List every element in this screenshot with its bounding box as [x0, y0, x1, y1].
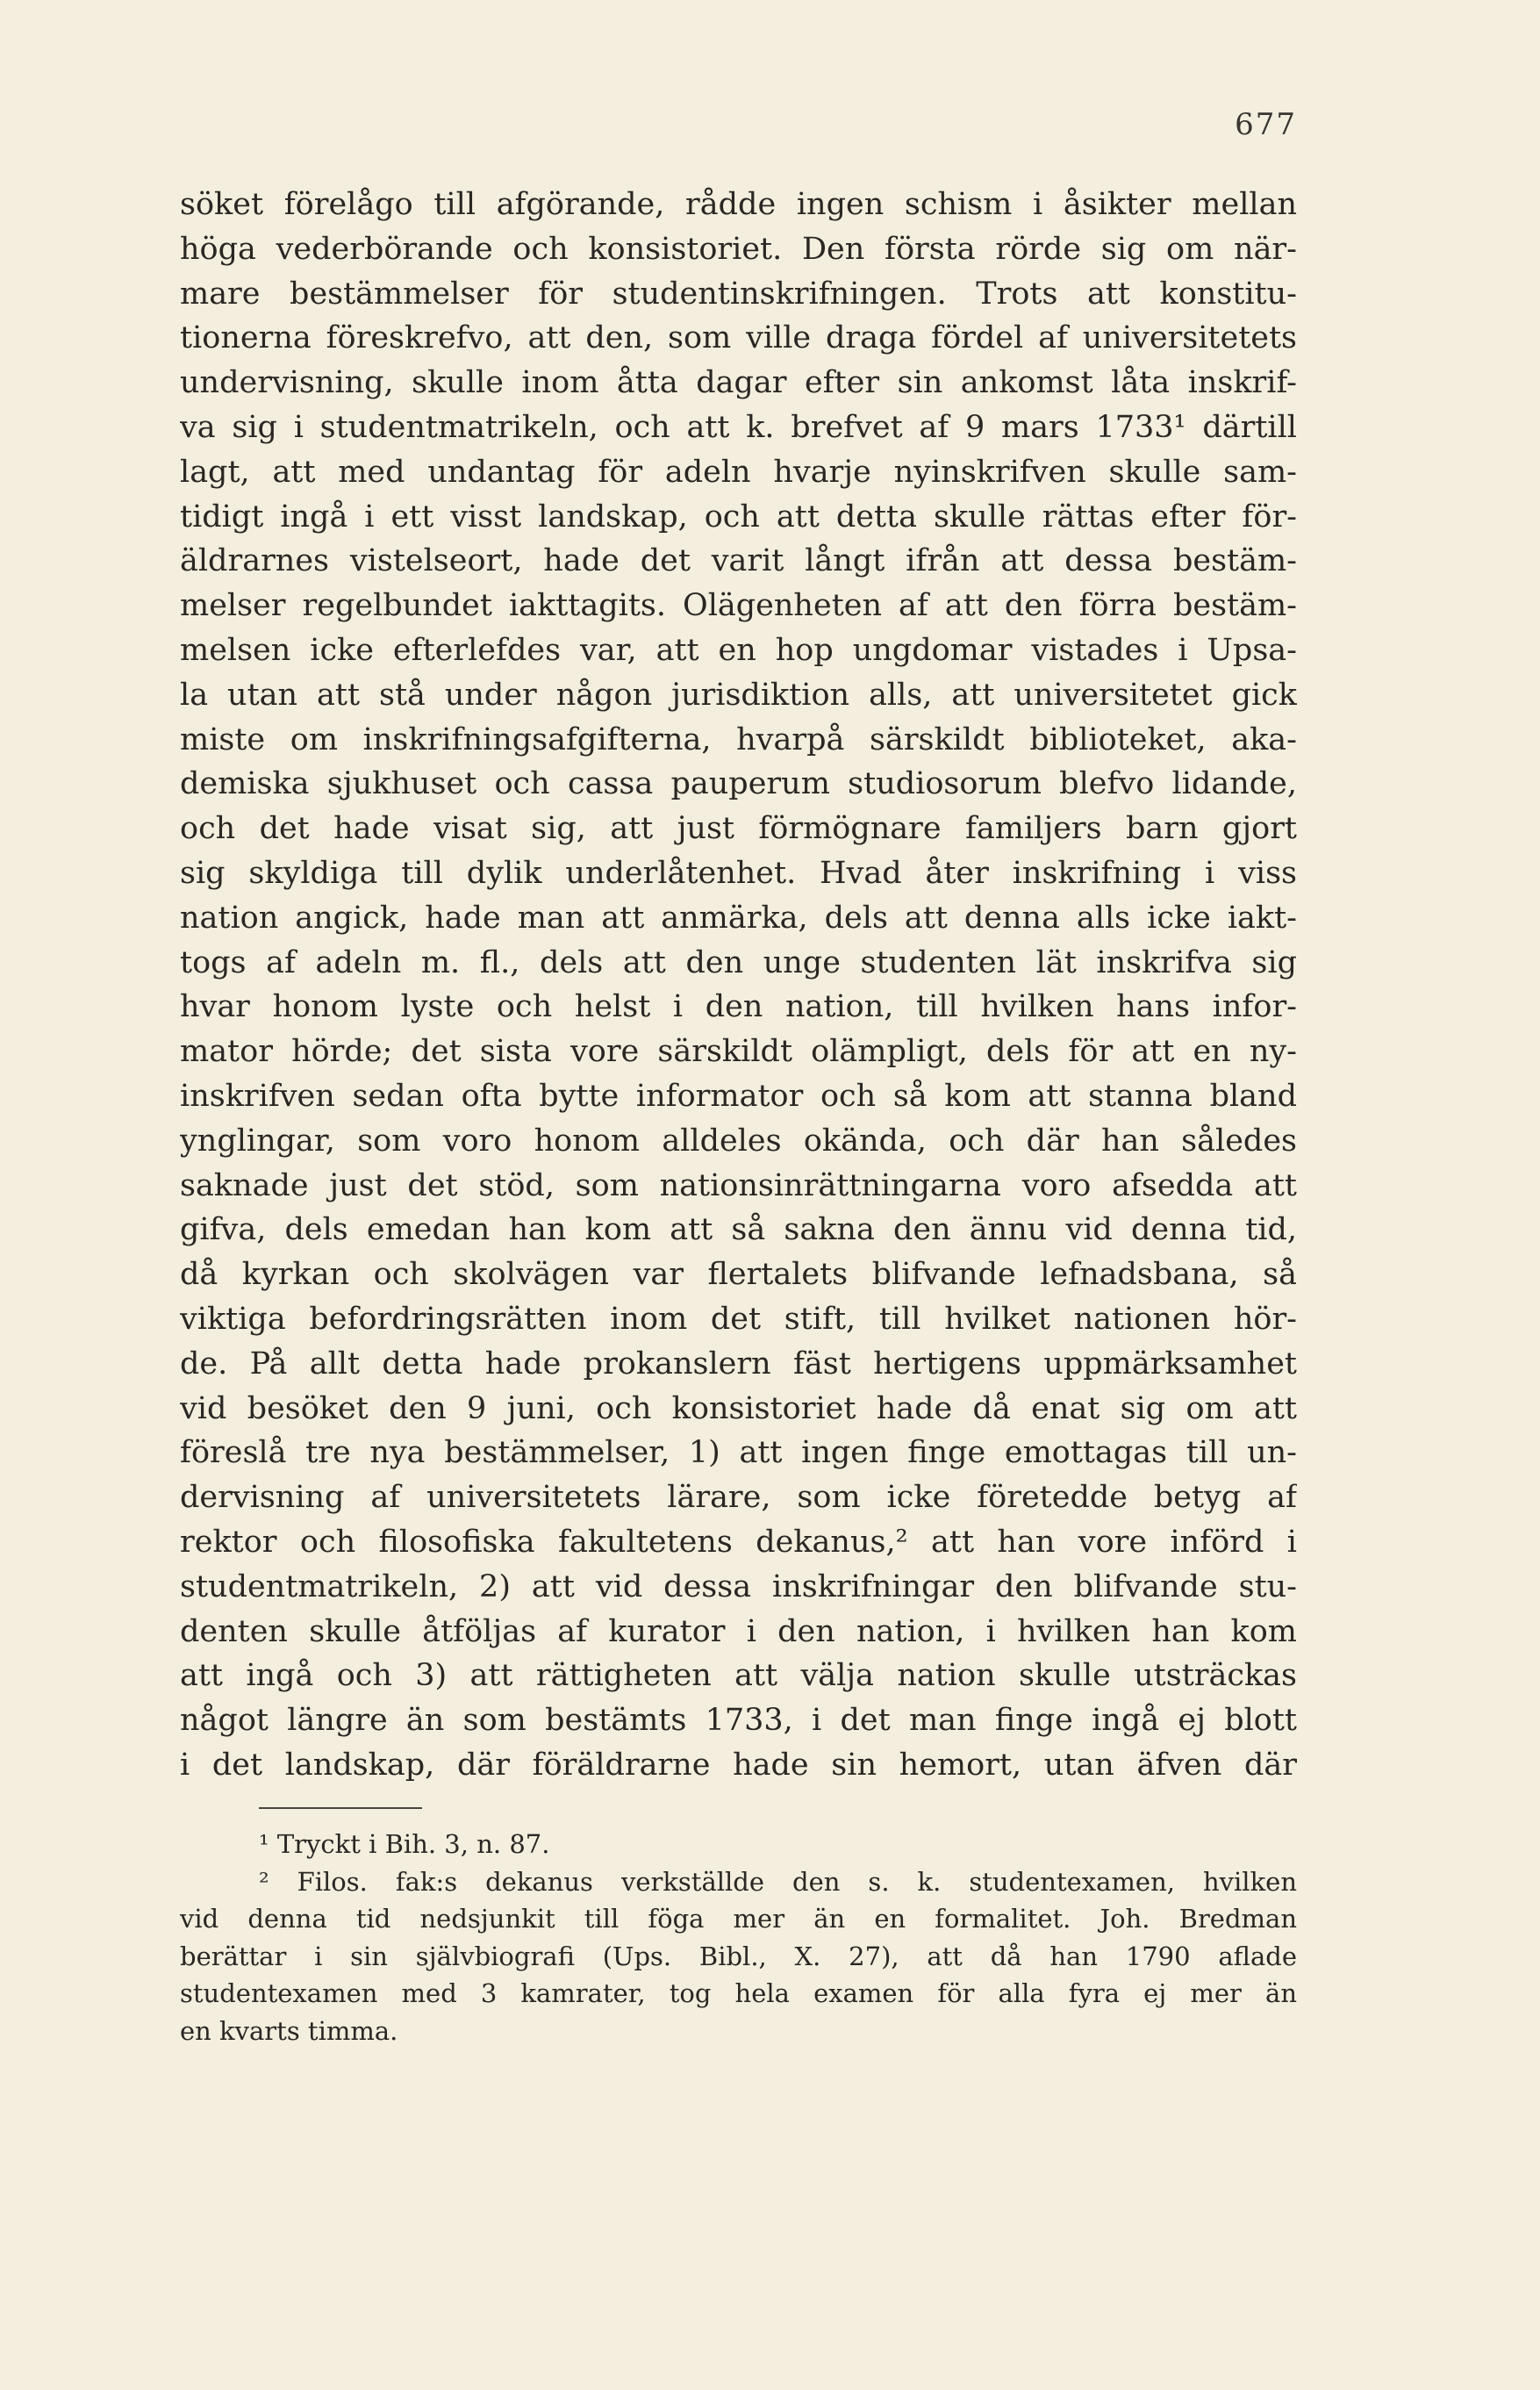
footnote-2-line: studentexamen med 3 kamrater, tog hela examen för alla fyra ej mer än	[180, 1978, 1297, 2008]
body-line: undervisning, skulle inom åtta dagar efter sin ankomst låta inskrif-	[180, 365, 1297, 401]
body-line: tionerna föreskrefvo, att den, som ville draga fördel af universitetets	[180, 320, 1297, 356]
footnotes	[180, 1826, 1297, 2049]
body-line: melsen icke efterlefdes var, att en hop ungdomar vistades i Upsa-	[180, 632, 1297, 668]
body-line: rektor och filosofiska fakultetens dekanus,² att han vore införd i	[180, 1524, 1297, 1560]
page-number: 677	[1235, 107, 1297, 142]
body-line: hvar honom lyste och helst i den nation, till hvilken hans infor-	[180, 989, 1297, 1025]
body-line: ynglingar, som voro honom alldeles okända, och där han således	[180, 1123, 1297, 1159]
body-line: att ingå och 3) att rättigheten att välja nation skulle utsträckas	[180, 1658, 1297, 1694]
body-line: sig skyldiga till dylik underlåtenhet. Hvad åter inskrifning i viss	[180, 855, 1297, 891]
body-line: tidigt ingå i ett visst landskap, och att detta skulle rättas efter för-	[180, 499, 1297, 535]
body-line: saknade just det stöd, som nationsinrättningarna voro afsedda att	[180, 1167, 1297, 1203]
body-line: föreslå tre nya bestämmelser, 1) att ingen finge emottagas till un-	[180, 1435, 1297, 1471]
body-line: något längre än som bestämts 1733, i det man finge ingå ej blott	[180, 1703, 1297, 1739]
body-line: då kyrkan och skolvägen var flertalets blifvande lefnadsbana, så	[180, 1257, 1297, 1293]
body-line: nation angick, hade man att anmärka, dels att denna alls icke iakt-	[180, 900, 1297, 936]
footnote-2-line: berättar i sin självbiografi (Ups. Bibl., X. 27), att då han 1790 aflade	[180, 1941, 1297, 1971]
body-line: la utan att stå under någon jurisdiktion alls, att universitetet gick	[180, 677, 1297, 713]
body-line: söket förelågo till afgörande, rådde ingen schism i åsikter mellan	[180, 187, 1297, 222]
body-line: togs af adeln m. fl., dels att den unge studenten lät inskrifva sig	[180, 944, 1297, 980]
body-line: studentmatrikeln, 2) att vid dessa inskrifningar den blifvande stu-	[180, 1568, 1297, 1604]
body-line: mator hörde; det sista vore särskildt olämpligt, dels för att en ny-	[180, 1034, 1297, 1070]
body-line: gifva, dels emedan han kom att så sakna den ännu vid denna tid,	[180, 1212, 1297, 1248]
body-line: de. På allt detta hade prokanslern fäst hertigens uppmärksamhet	[180, 1346, 1297, 1382]
body-line: äldrarnes vistelseort, hade det varit långt ifrån att dessa bestäm-	[180, 543, 1297, 579]
body-line: lagt, att med undantag för adeln hvarje nyinskrifven skulle sam-	[180, 454, 1297, 490]
body-text	[180, 183, 1297, 1788]
body-line: dervisning af universitetets lärare, som icke företedde betyg af	[180, 1480, 1297, 1516]
footnote-divider	[259, 1807, 422, 1809]
footnote-2-line: vid denna tid nedsjunkit till föga mer än en formalitet. Joh. Bredman	[180, 1904, 1297, 1934]
body-line: denten skulle åtföljas af kurator i den nation, i hvilken han kom	[180, 1613, 1297, 1649]
body-line: melser regelbundet iakttagits. Olägenheten af att den förra bestäm-	[180, 588, 1297, 624]
body-line: viktiga befordringsrätten inom det stift, till hvilket nationen hör-	[180, 1301, 1297, 1337]
body-line: i det landskap, där föräldrarne hade sin hemort, utan äfven där	[180, 1747, 1297, 1783]
footnote-2-line: ² Filos. fak:s dekanus verkställde den s. k. studentexamen, hvilken	[259, 1866, 1297, 1897]
body-line: va sig i studentmatrikeln, och att k. brefvet af 9 mars 1733¹ därtill	[180, 409, 1297, 445]
footnote-2-line: en kvarts timma.	[180, 2015, 398, 2046]
body-line: höga vederbörande och konsistoriet. Den första rörde sig om när-	[180, 231, 1297, 267]
body-line: demiska sjukhuset och cassa pauperum studiosorum blefvo lidande,	[180, 766, 1297, 802]
body-line: och det hade visat sig, att just förmögnare familjers barn gjort	[180, 811, 1297, 847]
body-line: vid besöket den 9 juni, och konsistoriet hade då enat sig om att	[180, 1390, 1297, 1426]
body-line: miste om inskrifningsafgifterna, hvarpå särskildt biblioteket, aka-	[180, 721, 1297, 757]
body-line: inskrifven sedan ofta bytte informator och så kom att stanna bland	[180, 1078, 1297, 1114]
footnote-1: ¹ Tryckt i Bih. 3, n. 87.	[259, 1829, 550, 1859]
body-line: mare bestämmelser för studentinskrifningen. Trots att konstitu-	[180, 276, 1297, 312]
